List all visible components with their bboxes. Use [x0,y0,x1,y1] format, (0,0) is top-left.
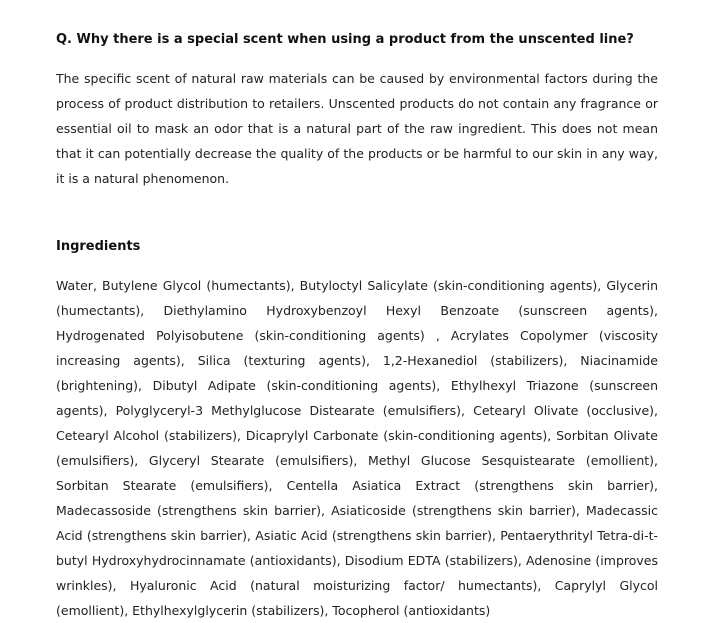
faq-answer: The specific scent of natural raw materials can be caused by environmental factors during the process of product distribution to retailers. Unscented products do not contain any fragrance or essential oil to mask an odor that is a natural part of the raw ingredient. This does not mean that it can potentially decrease the quality of the products or be harmful to our skin in any way, it is a natural phenomenon. [56,71,658,186]
faq-question: Q. Why there is a special scent when using a product from the unscented line? [56,32,634,47]
ingredients-heading: Ingredients [56,239,141,254]
ingredients-list: Water, Butylene Glycol (humectants), Butyloctyl Salicylate (skin-conditioning agents), Glycerin (humectants), Diethylamino Hydroxybenzoyl Hexyl Benzoate (sunscreen agents), Hydrogenated Polyisobutene (skin-conditioning agents) , Acrylates Copolymer (viscosity increasing agents), Silica (texturing agents), 1,2-Hexanediol (stabilizers), Niacinamide (brightening), Dibutyl Adipate (skin-conditioning agents), Ethylhexyl Triazone (sunscreen agents), Polyglyceryl-3 Methylglucose Distearate (emulsifiers), Cetearyl Olivate (occlusive), Cetearyl Alcohol (stabilizers), Dicaprylyl Carbonate (skin-conditioning agents), Sorbitan Olivate (emulsifiers), Glyceryl Stearate (emulsifiers), Methyl Glucose Sesquistearate (emollient), Sorbitan Stearate (emulsifiers), Centella Asiatica Extract (strengthens skin barrier), Madecassoside (strengthens skin barrier), Asiaticoside (strengthens skin barrier), Madecassic Acid (strengthens skin barrier), Asiatic Acid (strengthens skin barrier), Pentaerythrityl Tetra-di-t-butyl Hydroxyhydrocinnamate (antioxidants), Disodium EDTA (stabilizers), Adenosine (improves wrinkles), Hyaluronic Acid (natural moisturizing factor/ humectants), Caprylyl Glycol (emollient), Ethylhexylglycerin (stabilizers), Tocopherol (antioxidants) [56,278,658,618]
